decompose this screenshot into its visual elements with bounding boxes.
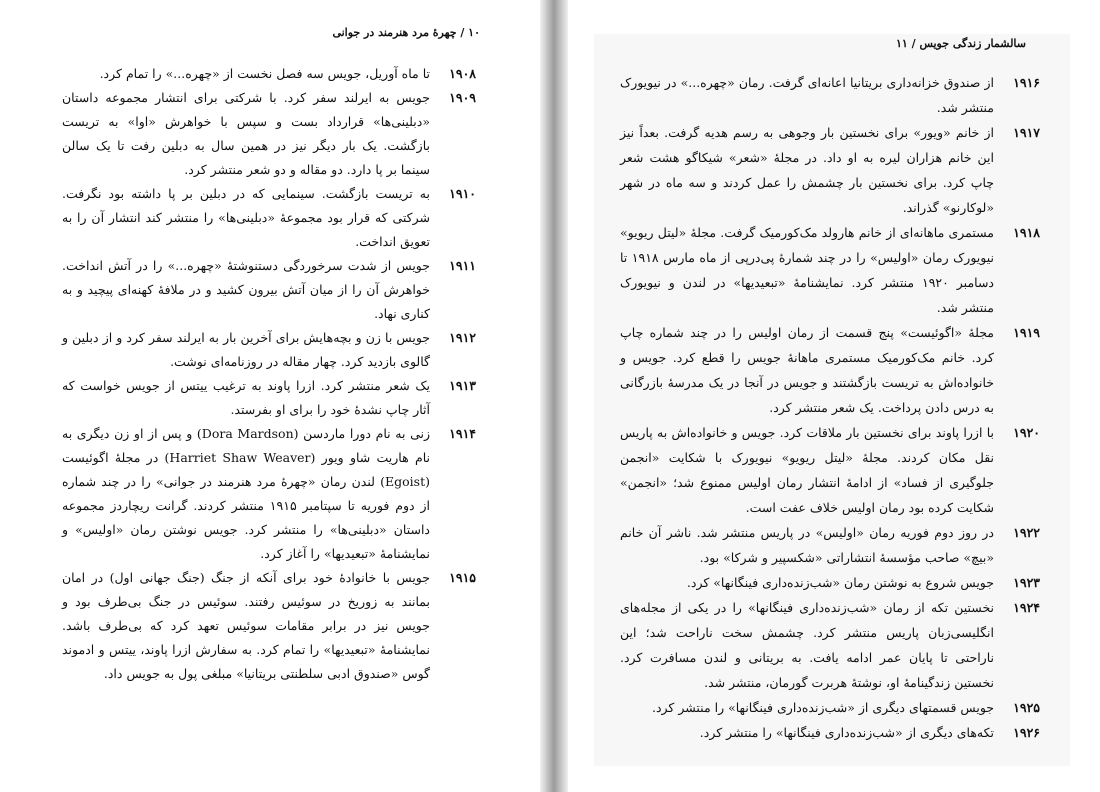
chronology-entry-1917 bbox=[620, 120, 1040, 220]
entry-year: ۱۹۲۶ bbox=[1013, 725, 1040, 740]
chronology-entry-1910 bbox=[62, 182, 476, 254]
chronology-entry-1908 bbox=[62, 62, 476, 86]
chronology-entry-1923 bbox=[620, 570, 1040, 595]
chronology-entry-1918 bbox=[620, 220, 1040, 320]
book-gutter bbox=[540, 0, 568, 792]
entry-year: ۱۹۰۹ bbox=[449, 90, 476, 105]
entry-year: ۱۹۱۲ bbox=[449, 330, 476, 345]
chronology-entry-1922 bbox=[620, 520, 1040, 570]
entry-text: یک شعر منتشر کرد. ازرا پاوند به ترغیب ییتس از جویس خواست که آثار چاپ نشدهٔ خود را برای او بفرستد. bbox=[62, 378, 430, 417]
entry-text: جویس به ایرلند سفر کرد. با شرکتی برای انتشار مجموعه داستان «دبلینی‌ها» قرارداد بست و سپس با خواهرش «اوا» به تریست بازگشت. یک بار دیگر نیز در همین سال به دبلین رفت تا یک سالن سینما بر پا دارد. دو مقاله و دو شعر منتشر کرد. bbox=[62, 90, 430, 177]
entry-year: ۱۹۲۵ bbox=[1013, 700, 1040, 715]
entry-year: ۱۹۲۳ bbox=[1013, 575, 1040, 590]
chronology-entry-1925 bbox=[620, 695, 1040, 720]
entry-text: در روز دوم فوریه رمان «اولیس» در پاریس منتشر شد. ناشر آن خانم «بیچ» صاحب مؤسسهٔ انتشاراتی «شکسپیر و شرکا» بود. bbox=[620, 525, 994, 565]
chronology-entry-1926 bbox=[620, 720, 1040, 745]
entry-text: از صندوق خزانه‌داری بریتانیا اعانه‌ای گرفت. رمان «چهره...» در نیویورک منتشر شد. bbox=[620, 75, 994, 115]
right-page bbox=[568, 0, 1100, 792]
entry-text: جویس شروع به نوشتن رمان «شب‌زنده‌داری فینگانها» کرد. bbox=[686, 575, 994, 590]
entry-text: جویس قسمتهای دیگری از «شب‌زنده‌داری فینگانها» را منتشر کرد. bbox=[652, 700, 994, 715]
left-running-head: ۱۰ / چهرهٔ مرد هنرمند در جوانی bbox=[332, 26, 480, 39]
chronology-entry-1924 bbox=[620, 595, 1040, 695]
entry-year: ۱۹۱۷ bbox=[1013, 125, 1040, 140]
entry-year: ۱۹۱۰ bbox=[449, 186, 476, 201]
entry-year: ۱۹۱۵ bbox=[449, 570, 476, 585]
entry-year: ۱۹۲۰ bbox=[1013, 425, 1040, 440]
entry-text: به تریست بازگشت. سینمایی که در دبلین بر پا داشته بود نگرفت. شرکتی که قرار بود مجموعهٔ «دبلینی‌ها» را منتشر کند انتشار آن را به تعویق انداخت. bbox=[62, 186, 430, 249]
chronology-entry-1912 bbox=[62, 326, 476, 374]
entry-text: تا ماه آوریل، جویس سه فصل نخست از «چهره...» را تمام کرد. bbox=[99, 66, 430, 81]
chronology-entry-1915 bbox=[62, 566, 476, 686]
chronology-entry-1911 bbox=[62, 254, 476, 326]
right-chronology-list bbox=[620, 70, 1040, 745]
entry-text: با ازرا پاوند برای نخستین بار ملاقات کرد. جویس و خانواده‌اش به پاریس نقل مکان کردند. مجلهٔ «لیتل ریویو» نیویورک با شکایت «انجمن جلوگیری از فساد» از ادامهٔ انتشار رمان اولیس ممنوع شد؛ «انجمن» شکایت کرده بود رمان اولیس خلاف عفت است. bbox=[620, 425, 994, 515]
chronology-entry-1920 bbox=[620, 420, 1040, 520]
entry-year: ۱۹۱۸ bbox=[1013, 225, 1040, 240]
entry-year: ۱۹۱۱ bbox=[449, 258, 476, 273]
entry-text: جویس با زن و بچه‌هایش برای آخرین بار به ایرلند سفر کرد و از دبلین و گالوی بازدید کرد. چهار مقاله در روزنامه‌ای نوشت. bbox=[62, 330, 430, 369]
chronology-entry-1913 bbox=[62, 374, 476, 422]
entry-text: از خانم «ویور» برای نخستین بار وجوهی به رسم هدیه گرفت. بعداً نیز این خانم هزاران لیره به او داد. در مجلهٔ «شعر» شیکاگو هشت شعر چاپ کرد. برای نخستین بار چشمش را عمل کردند و سه ماه در شهر «لوکارنو» گذراند. bbox=[620, 125, 994, 215]
left-page bbox=[0, 0, 540, 792]
left-chronology-list bbox=[62, 62, 476, 686]
entry-year: ۱۹۰۸ bbox=[449, 66, 476, 81]
entry-text: تکه‌های دیگری از «شب‌زنده‌داری فینگانها» را منتشر کرد. bbox=[699, 725, 994, 740]
entry-text: نخستین تکه از رمان «شب‌زنده‌داری فینگانها» را در یکی از مجله‌های انگلیسی‌زبان پاریس منتشر کرد. چشمش سخت ناراحت شد؛ این ناراحتی تا پایان عمر ادامه یافت. به بریتانی و لندن مسافرت کرد. نخستین زندگینامهٔ او، نوشتهٔ هربرت گورمان، منتشر شد. bbox=[620, 600, 994, 690]
entry-text: جویس با خانوادهٔ خود برای آنکه از جنگ (جنگ جهانی اول) در امان بمانند به زوریخ در سوئیس رفتند. سوئیس در جنگ بی‌طرف بود و جویس نیز در برابر مقامات سوئیس تعهد کرد که بی‌طرف باشد. نمایشنامهٔ «تبعیدیها» را تمام کرد. به سفارش ازرا پاوند، ییتس و ادموند گوس «صندوق ادبی سلطنتی بریتانیا» مبلغی پول به جویس داد. bbox=[62, 570, 430, 681]
entry-text: مستمری ماهانه‌ای از خانم هارولد مک‌کورمیک گرفت. مجلهٔ «لیتل ریویو» نیویورک رمان «اولیس» را در چند شمارهٔ پی‌درپی از ماه مارس ۱۹۱۸ تا دسامبر ۱۹۲۰ منتشر کرد. نمایشنامهٔ «تبعیدیها» در لندن و نیویورک منتشر شد. bbox=[620, 225, 994, 315]
entry-year: ۱۹۲۲ bbox=[1013, 525, 1040, 540]
entry-text: زنی به نام دورا ماردسن (Dora Mardson) و پس از او زن دیگری به نام هاریت شاو ویور (Harriet Shaw Weaver) در مجلهٔ اگوئیست (Egoist) لندن رمان «چهرهٔ مرد هنرمند در جوانی» را در چند شماره از دوم فوریه تا سپتامبر ۱۹۱۵ منتشر کردند. گرانت ریچاردز مجموعه داستان «دبلینی‌ها» را منتشر کرد. جویس نوشتن رمان «اولیس» و نمایشنامهٔ «تبعیدیها» را آغاز کرد. bbox=[62, 426, 431, 561]
chronology-entry-1909 bbox=[62, 86, 476, 182]
entry-year: ۱۹۱۶ bbox=[1013, 75, 1040, 90]
entry-text: مجلهٔ «اگوئیست» پنج قسمت از رمان اولیس را در چند شماره چاپ کرد. خانم مک‌کورمیک مستمری ماهانهٔ جویس را قطع کرد. جویس و خانواده‌اش به تریست بازگشتند و جویس در آنجا در یک مدرسهٔ بازرگانی به درس دادن پرداخت. یک شعر منتشر کرد. bbox=[620, 325, 994, 415]
chronology-entry-1916 bbox=[620, 70, 1040, 120]
entry-text: جویس از شدت سرخوردگی دستنوشتهٔ «چهره...» را در آتش انداخت. خواهرش آن را از میان آتش بیرون کشید و در ملافهٔ کهنه‌ای پیچید و به کناری نهاد. bbox=[62, 258, 430, 321]
entry-year: ۱۹۱۹ bbox=[1013, 325, 1040, 340]
chronology-entry-1919 bbox=[620, 320, 1040, 420]
entry-year: ۱۹۲۴ bbox=[1013, 600, 1040, 615]
entry-year: ۱۹۱۴ bbox=[449, 426, 476, 441]
right-running-head: سالشمار زندگی جویس / ۱۱ bbox=[895, 37, 1026, 50]
chronology-entry-1914 bbox=[62, 422, 476, 566]
entry-year: ۱۹۱۳ bbox=[449, 378, 476, 393]
